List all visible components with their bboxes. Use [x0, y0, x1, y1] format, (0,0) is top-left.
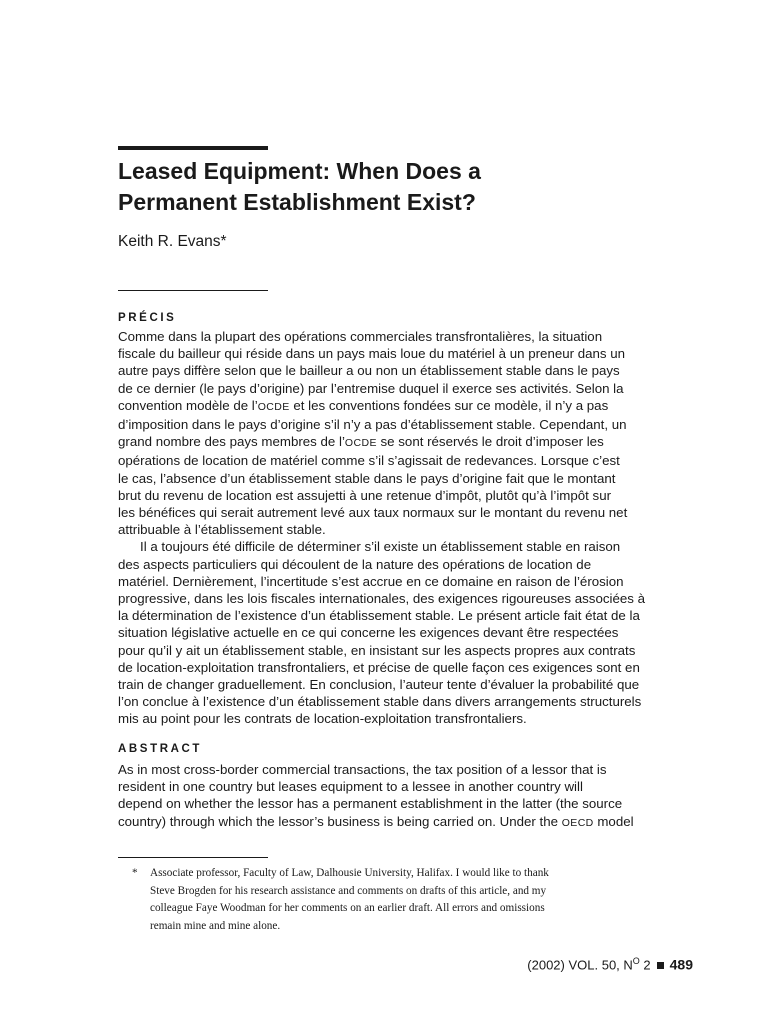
text-line: d’imposition dans le pays d’origine s’il n’y a pas d’établissement stable. Cependant, un	[118, 417, 627, 433]
text-line: de ce dernier (le pays d’origine) par l’entremise duquel il exerce ses activités. Selon la	[118, 380, 624, 396]
text-line: mis au point pour les contrats de location-exploitation transfrontaliers.	[118, 711, 527, 727]
text-fragment: et les conventions fondées sur ce modèle, il n’y a pas	[289, 397, 609, 413]
text-line: Il a toujours été difficile de déterminer s’il existe un établissement stable en raison	[140, 539, 621, 555]
footnote-text	[118, 865, 678, 935]
acronym: OECD	[561, 816, 594, 829]
text-line: progressive, dans les lois fiscales internationales, des exigences rigoureuses associées à	[118, 591, 645, 607]
square-bullet-icon	[657, 962, 664, 969]
text-line: pour qu’il y ait un établissement stable, en insistant sur les aspects propres aux contrats	[118, 642, 636, 658]
title-line-1: Leased Equipment: When Does a	[118, 158, 481, 184]
abstract-body	[118, 761, 694, 832]
text-line: brut du revenu de location est assujetti à une retenue d’impôt, plutôt qu’à l’impôt sur	[118, 487, 612, 503]
footnote-marker: *	[132, 867, 138, 879]
title-rule	[118, 146, 268, 150]
text-line: resident in one country but leases equipment to a lessee in another country will	[118, 779, 583, 795]
text-line: depend on whether the lessor has a permanent establishment in the latter (the source	[118, 796, 623, 812]
text-line: train de changer graduellement. En conclusion, l’auteur tente d’évaluer la probabilité que	[118, 677, 640, 693]
page-folio	[527, 952, 693, 974]
acronym: OCDE	[257, 400, 290, 413]
footnote-rule	[118, 857, 268, 858]
text-line: la détermination de l’existence d’un établissement stable. Le présent article fait état de la	[118, 608, 640, 624]
author-name: Keith R. Evans*	[118, 233, 227, 250]
text-line: Associate professor, Faculty of Law, Dalhousie University, Halifax. I would like to thank	[150, 867, 549, 879]
text-line: Steve Brogden for his research assistance and comments on drafts of this article, and my	[150, 884, 547, 897]
abstract-heading: ABSTRACT	[118, 743, 203, 755]
text-line: Comme dans la plupart des opérations commerciales transfrontalières, la situation	[118, 329, 603, 344]
text-line: matériel. Dernièrement, l’incertitude s’est accrue en ce domaine en raison de l’érosion	[118, 573, 624, 589]
author-footnote	[118, 865, 678, 935]
text-fragment: model	[593, 813, 634, 829]
text-line: situation législative actuelle en ce qui concerne les exigences devant être respectées	[118, 625, 619, 641]
text-line: de location-exploitation transfrontaliers, et précise de quelle façon ces exigences sont en	[118, 659, 640, 675]
text-line: opérations de location de matériel comme s’il s’agissait de redevances. Lorsque c’est	[118, 453, 620, 469]
issue-number: 2	[639, 957, 651, 973]
text-line: le cas, l’absence d’un établissement stable dans le pays d’origine fait que le montant	[118, 470, 616, 486]
text-line: As in most cross-border commercial transactions, the tax position of a lessor that is	[118, 762, 607, 777]
text-line: des aspects particuliers qui découlent de la nature des opérations de location de	[118, 556, 592, 572]
precis-body	[118, 328, 694, 728]
author-rule	[118, 290, 268, 291]
text-line: colleague Faye Woodman for her comments on an earlier draft. All errors and omissions	[150, 902, 545, 914]
journal-citation: (2002) VOL. 50, N	[527, 957, 633, 973]
text-line: l’on conclue à l’existence d’un établissement stable dans divers arrangements structurels	[118, 694, 642, 710]
precis-paragraph-2	[118, 538, 694, 727]
article-title	[118, 156, 678, 218]
page-number: 489	[669, 956, 693, 973]
text-line: autre pays diffère selon que le bailleur a ou non un établissement stable dans le pays	[118, 363, 620, 379]
precis-paragraph-1	[118, 328, 694, 538]
text-fragment: convention modèle de l’	[118, 397, 258, 413]
number-superscript: O	[632, 956, 640, 966]
text-line	[118, 433, 694, 452]
text-line: fiscale du bailleur qui réside dans un pays mais loue du matériel à un preneur dans un	[118, 346, 626, 362]
text-line: attribuable à l’établissement stable.	[118, 522, 326, 538]
text-line	[118, 813, 694, 832]
abstract-paragraph	[118, 761, 694, 832]
precis-heading: PRÉCIS	[118, 312, 177, 324]
acronym: OCDE	[344, 437, 377, 450]
text-fragment: se sont réservés le droit d’imposer les	[376, 434, 604, 450]
text-fragment: country) through which the lessor’s business is being carried on. Under the	[118, 813, 562, 829]
text-fragment: grand nombre des pays membres de l’	[118, 434, 345, 450]
text-line: les bénéfices qui serait autrement levé aux taux normaux sur le montant du revenu net	[118, 505, 628, 521]
text-line: remain mine and mine alone.	[150, 919, 281, 932]
text-line	[118, 397, 694, 416]
title-line-2: Permanent Establishment Exist?	[118, 189, 476, 215]
